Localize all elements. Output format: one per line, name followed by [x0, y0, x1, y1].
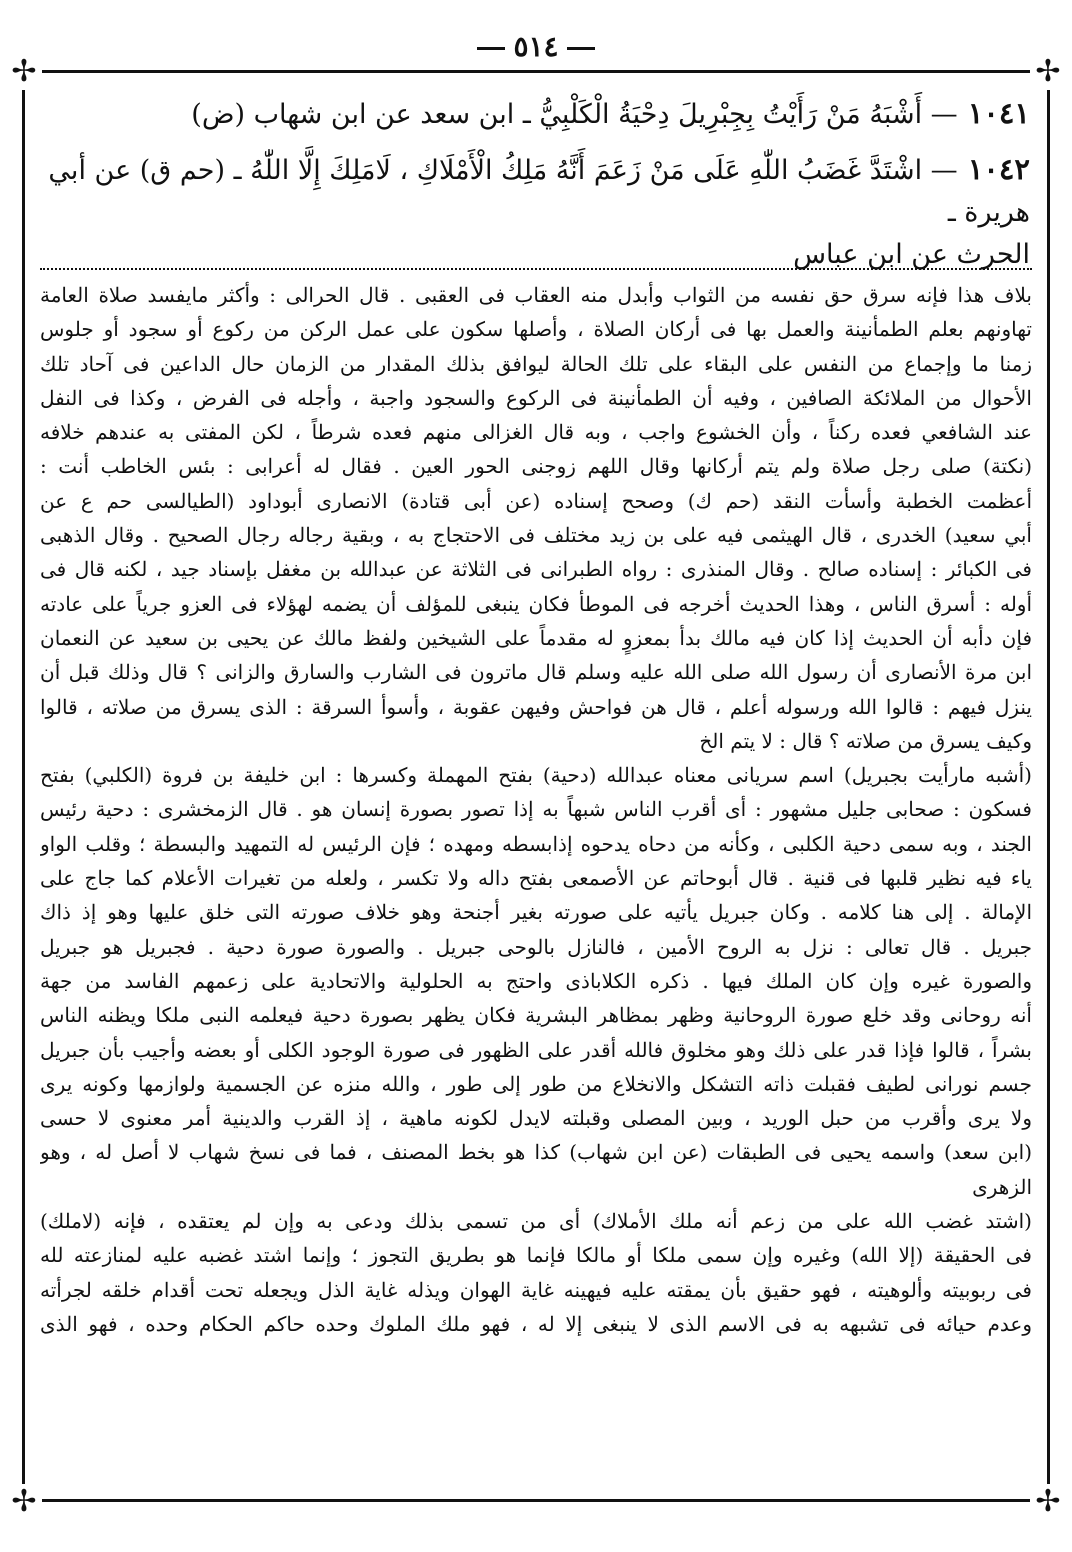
commentary-line: والصورة غيره وإن كان الملك فيها . ذكره الكلاباذى واحتج به الحلولية والاتحادية على زعمهم الفاسد من جهة	[40, 968, 1032, 993]
dotted-separator	[40, 268, 1032, 270]
commentary-line: جبريل . قال تعالى : نزل به الروح الأمين ، فالنازل بالوحى جبريل . والصورة صورة دحية . فجبريل هو جبريل	[40, 934, 1032, 959]
commentary-line: ياء فيه نظير قلبها فى قنية . قال أبوحاتم عن الأصمعى بفتح داله ولا تكسر ، ولعله من تغيرات الأعلام كما جاج على	[40, 866, 1032, 891]
commentary-line: (اشتد غضب الله على من زعم أنه ملك الأملاك) أى من تسمى بذلك ودعى به وإن لم يعتقده ، فإنه (لاملك)	[40, 1209, 1032, 1234]
commentary-line: (ابن سعد) واسمه يحيى فى الطبقات (عن ابن شهاب) كذا هو بخط المصنف ، فما فى نسخ شهاب لا أصل له ، وهو الزهرى	[40, 1140, 1032, 1199]
commentary-line: الإمالة . إلى هنا كلامه . وكان جبريل يأتيه على صورته بغير أجنحة وهو خلاف صورته التى خلق عليها وهو إذ ذاك	[40, 900, 1032, 925]
commentary-line: ابن مرة الأنصارى أن رسول الله صلى الله عليه وسلم قال ماترون فى الشارب والسارق والزانى ؟ قال وذلك قبل أن	[40, 660, 1032, 685]
commentary-line: أنه روحانى وقد خلع صورة الروحانية وظهر بمظاهر البشرية فكان يظهر بصورة دحية فيعلمه النبى ملكا ويظنه الناس	[40, 1003, 1032, 1028]
page-number-dash-right	[567, 47, 595, 50]
ornament-bottom-right-icon: ✢	[1030, 1484, 1066, 1520]
commentary	[40, 278, 1032, 1484]
commentary-line: (نكتة) صلى رجل صلاة ولم يتم أركانها وقال اللهم زوجنى الحور العين . فقال له أعرابى : بئس الخاطب أنت :	[40, 454, 1032, 479]
commentary-line: فى الكبائر : إسناده صالح . وقال المنذرى : رواه الطبرانى فى الثلاثة عن عبدالله بن مغفل بإسناد جيد ، لكنه قال فى	[40, 557, 1032, 582]
hadith-text: — أَشْبَهُ مَنْ رَأَيْتُ بِجِبْرِيلَ دِحْيَةُ الْكَلْبِيُّ ـ ابن سعد عن ابن شهاب (ض)	[191, 99, 958, 130]
commentary-line: الأحوال من الملائكة الصافين ، وفيه أن الطمأنينة فى الركوع والسجود واجبة ، وأجله فى الفرض ، وكذا فى النفل	[40, 385, 1032, 410]
commentary-line: فإن دأبه أن الحديث إذا كان فيه مالك بدأ بمعزوٍ له مقدماً على الشيخين ولفظ مالك عن يحيى بن سعيد عن النعمان	[40, 625, 1032, 650]
commentary-line: بشراً ، قالوا فإذا قدر على ذلك وهو مخلوق فالله أقدر على الظهور فى صورة الوجود الكلى أو بعضه وأجيب بأن جبريل	[40, 1037, 1032, 1062]
commentary-line: زمنا ما وإجماع من النفس على البقاء على تلك الحالة ليوافق بذلك المقدار من الزمان حال الداعين فى آحاد تلك	[40, 351, 1032, 376]
ornament-top-left-icon: ✢	[6, 54, 42, 90]
hadith-text: — اشْتَدَّ غَضَبُ اللّٰهِ عَلَى مَنْ زَعَمَ أَنَّهُ مَلِكُ الْأَمْلَاكِ ، لَامَلِكَ إِلَّا اللّٰهُ ـ (حم ق) عن أبي هريرة ـ	[48, 155, 1030, 228]
page-number-dash-left	[477, 47, 505, 50]
commentary-line: الجند ، وبه سمى دحية الكلبى ، وكأنه من دحاه يدحوه إذابسطه ومهده ؛ فإن الرئيس له التمهيد والبسطة ؛ وقلب الواو	[40, 831, 1032, 856]
commentary-line: أبي سعيد) الخدرى ، قال الهيثمى فيه على بن زيد مختلف فى الاحتجاج به ، وبقية رجاله رجال الصحيح . وقال الذهبى	[40, 523, 1032, 548]
hadith-list	[40, 88, 1030, 288]
commentary-line: (أشبه مارأيت بجبريل) اسم سريانى معناه عبدالله (دحية) بفتح المهملة وكسرها : ابن خليفة بن فروة (الكلبي) بفتح	[40, 763, 1032, 788]
commentary-line: تهاونهم بعلم الطمأنينة والعمل بها فى أركان الصلاة ، وأصلها سكون على عمل الركن من ركوع أو سجود أو جلوس	[40, 317, 1032, 342]
commentary-line: أعظمت الخطبة وأسأت النقد (حم ك) وصحح إسناده (عن أبى قتادة) الانصارى أبوداود (الطيالسى حم ع عن	[40, 488, 1032, 513]
page-number	[0, 30, 1072, 63]
ornament-top-right-icon: ✢	[1030, 54, 1066, 90]
commentary-line: فى الحقيقة (إلا الله) وغيره وإن سمى ملكا أو مالكا فإنما هو بطريق التجوز ؛ وإنما اشتد غضبه عليه لمنازعته لله	[40, 1243, 1032, 1268]
commentary-line: أوله : أسرق الناس ، وهذا الحديث أخرجه فى الموطأ فكان ينبغى للمؤلف أن يضمه لهؤلاء فى العزو جرياً على عادته	[40, 591, 1032, 616]
commentary-line: ينزل فيهم : قالوا الله ورسوله أعلم ، قال هن فواحش وفيهن عقوبة ، وأسوأ السرقة : الذى يسرق من صلاته ، قالوا	[40, 694, 1032, 719]
commentary-line: بلاف هذا فإنه سرق حق نفسه من الثواب وأبدل منه العقاب فى العقبى . قال الحرالى : وأكثر مايفسد صلاة العامة	[40, 283, 1032, 307]
page-number-text: ٥١٤	[513, 30, 559, 63]
ornament-bottom-left-icon: ✢	[6, 1484, 42, 1520]
commentary-line: وعدم حيائه فى تشبهه به فى الاسم الذى لا ينبغى إلا له ، فهو ملك الملوك وحده حاكم الحكام وحده ، فهو الذى	[40, 1311, 1032, 1336]
hadith-number: ١٠٤٢	[967, 152, 1030, 186]
hadith-text-continuation: الحرث عن ابن عباس	[793, 239, 1030, 270]
commentary-line: فى ربوبيته وألوهيته ، فهو حقيق بأن يمقته عليه فيهينه غاية الهوان ويذله غاية الذل ويجعله تحت أقدام خلقه لجرأته	[40, 1277, 1032, 1302]
hadith-1041	[40, 92, 1030, 136]
commentary-line: فسكون : صحابى جليل مشهور : أى أقرب الناس شبهاً به إذا تصور بصورة إنسان هو . قال الزمخشرى : دحية رئيس	[40, 797, 1032, 822]
commentary-line: جسم نورانى لطيف فقبلت ذاته التشكل والانخلاع من طور إلى طور ، والله منزه عن الجسمية ولوازمها وكونه يرى	[40, 1071, 1032, 1096]
commentary-line: وكيف يسرق من صلاته ؟ قال : لا يتم الخ	[699, 728, 1032, 753]
hadith-1042	[40, 148, 1030, 276]
commentary-line: ولا يرى وأقرب من حبل الوريد ، وبين المصلى وقبلته لايدل لكونه ماهية ، إذ القرب والدينية أمر معنوى لا حسى	[40, 1106, 1032, 1131]
commentary-line: عند الشافعي فعده ركناً ، وأن الخشوع واجب ، وبه قال الغزالى منهم فعده شرطاً ، لكن المفتى به عندهم خلافه	[40, 420, 1032, 445]
hadith-number: ١٠٤١	[967, 96, 1030, 130]
